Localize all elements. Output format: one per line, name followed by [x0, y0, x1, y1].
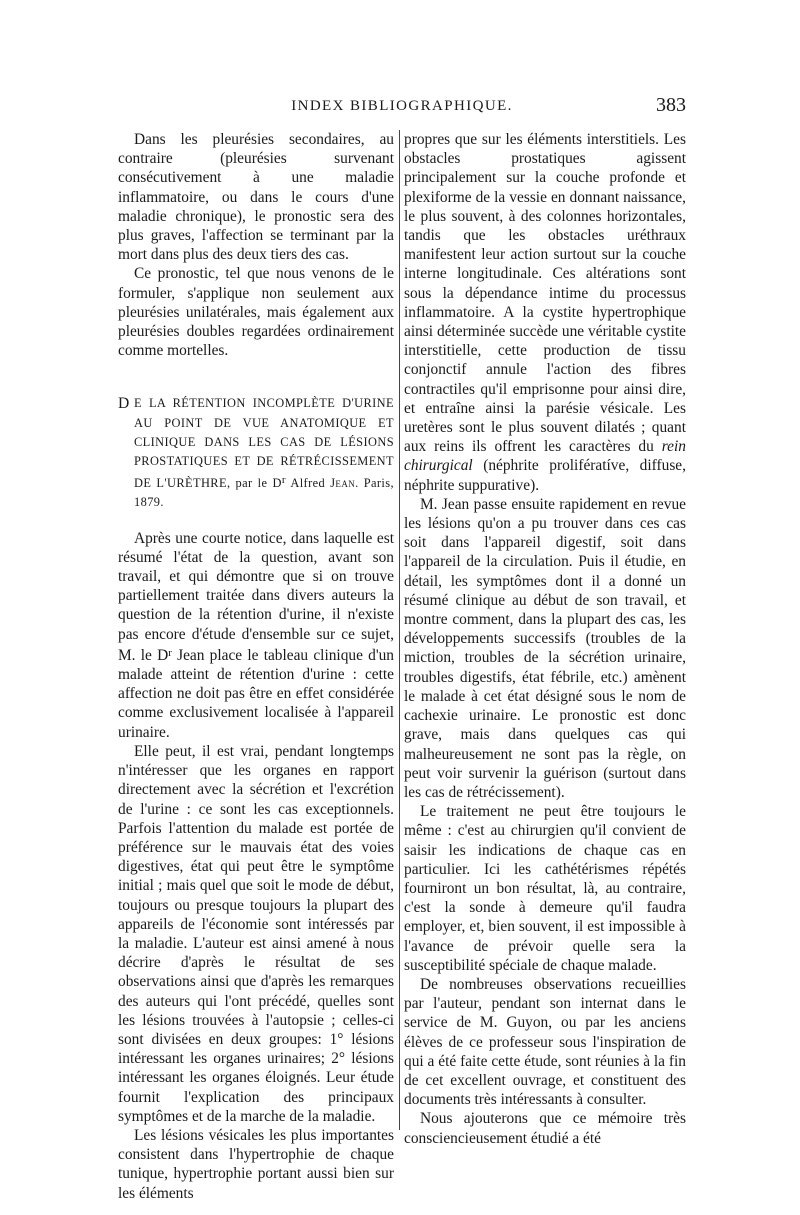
left-column — [118, 130, 394, 1203]
section-spacer — [118, 360, 394, 394]
paragraph-text: (néphrite prolifératíve, diffuse, néphrite suppurative). — [404, 457, 686, 494]
paragraph: Nous ajouterons que ce mémoire très consciencieusement étudié a été — [404, 1110, 686, 1147]
paragraph: Elle peut, il est vrai, pendant longtemps n'intéresser que les organes en rapport directement avec la sécrétion et l'excrétion de l'urine : ce sont les cas exceptionnels. Parfois l'attention du malade est portée de préférence sur le mauvais état des voies digestives, état qui peut être le symptôme initial ; mais quel que soit le mode de début, toujours ou presque toujours la plupart des appareils de l'économie sont intéressés par la maladie. L'auteur est ainsi amené à nous décrire d'après le résultat de ses observations ainsi que d'après les remarques des auteurs qui l'ont précédé, quelles sont les lésions trouvées à l'autopsie ; celles-ci sont divisées en deux groupes: 1° lésions intéressant les organes urinaires; 2° lésions intéressant les organes éloignés. Leur étude fournit l'explication des principaux symptômes et de la marche de la maladie. — [118, 742, 394, 1125]
paragraph-text: Après une courte notice, dans laquelle est résumé l'état de la question, avant son travail, et qui démontre que si on trouve partiellement traitée dans divers auteurs la question de la rétention d'urine, il n'existe pas encore d'étude d'ensemble sur ce sujet, M. le D — [118, 529, 394, 664]
paragraph: Les lésions vésicales les plus importantes consistent dans l'hypertrophie de chaque tunique, hypertrophie portant aussi bien sur les éléments — [118, 1126, 394, 1202]
column-divider — [399, 130, 400, 1130]
paragraph: De nombreuses observations recueillies par l'auteur, pendant son internat dans le service de M. Guyon, ou par les anciens élèves de ce professeur sous l'inspiration de qui a été faite cette étude, sont réunies à la fin de cet excellent ouvrage, et constituent des documents très intéressants à consulter. — [404, 975, 686, 1109]
page-number: 383 — [656, 94, 686, 116]
author-prefix-sup: r — [281, 474, 286, 487]
italic-term: rein chirurgical — [404, 438, 686, 475]
right-column — [404, 130, 686, 1148]
paragraph — [118, 529, 394, 742]
place-date: . Paris, 1879. — [134, 476, 394, 510]
paragraph: Dans les pleurésies secondaires, au contraire (pleurésies survenant consécutivement à une maladie inflammatoire, ou dans le cours d'une maladie chronique), le pronostic sera des plus graves, l'affection se terminant par la mort dans plus des deux tiers des cas. — [118, 131, 394, 264]
superscript: r — [168, 646, 172, 659]
author-prefix: D — [272, 476, 282, 491]
running-title: INDEX BIBLIOGRAPHIQUE. — [291, 98, 513, 114]
page-header — [118, 96, 686, 120]
paragraph-text: Jean place le tableau clinique d'un malade atteint de rétention d'urine : cette affection ne doit pas être en effet considérée comme exclusivement localisée à l'appareil urinaire. — [118, 646, 395, 741]
bibliographic-entry-title — [118, 394, 394, 512]
paragraph: Ce pronostic, tel que nous venons de le formuler, s'applique non seulement aux pleurésies unilatérales, mais également aux pleurésies doubles regardées ordinairement comme mortelles. — [118, 265, 394, 360]
paragraph: M. Jean passe ensuite rapidement en revue les lésions qu'on a pu trouver dans ces cas soit dans l'appareil digestif, soit dans l'appareil de la circulation. Puis il étudie, en détail, les symptômes dont il a donné un résumé clinique au début de son travail, et montre comment, dans la plupart des cas, les développements successifs (troubles de la miction, troubles de la sécrétion urinaire, troubles digestifs, état fébrile, etc.) amènent le malade à cet état désigné sous le nom de cachexie urinaire. Le pronostic est donc grave, mais dans quelques cas qui malheureusement ne sont pas la règle, on peut voir survenir la guérison (surtout dans les cas de rétrécissement). — [404, 495, 686, 801]
author-first-name: Alfred — [290, 476, 326, 491]
entry-title-text: E LA RÉTENTION INCOMPLÈTE D'URINE AU POINT DE VUE ANATOMIQUE ET CLINIQUE DANS LES CAS DE LÉSIONS PROSTATIQUES ET DE RÉTRÉCISSEMENT DE L'URÈTHRE, par le — [134, 396, 394, 491]
author-last-name: Jean — [330, 476, 356, 491]
entry-initial: D — [118, 395, 130, 413]
section-spacer — [118, 513, 394, 529]
paragraph — [404, 130, 686, 495]
paragraph-text: propres que sur les éléments interstitiels. Les obstacles prostatiques agissent principalement sur la couche profonde et plexiforme de la vessie en donnant naissance, le plus souvent, à des colonnes horizontales, tandis que les obstacles uréthraux manifestent leur action surtout sur la couche interne longitudinale. Ces altérations sont sous la dépendance intime du processus inflammatoire. A la cystite hypertrophique ainsi déterminée succède une véritable cystite interstitielle, cette production de tissu conjonctif annule l'action des fibres contractiles qu'il emprisonne pour ainsi dire, et entraîne ainsi la parésie vésicale. Les uretères sont le plus souvent dilatés ; quant aux reins ils offrent les caractères du — [404, 131, 686, 456]
paragraph: Le traitement ne peut être toujours le même : c'est au chirurgien qu'il convient de saisir les indications de chaque cas en particulier. Ici les cathétérismes répétés fourniront un bon résultat, là, au contraire, c'est la sonde à demeure qu'il faudra employer, et, bien souvent, il est impossible à l'avance de prévoir quelle sera la susceptibilité spéciale de chaque malade. — [404, 803, 686, 974]
